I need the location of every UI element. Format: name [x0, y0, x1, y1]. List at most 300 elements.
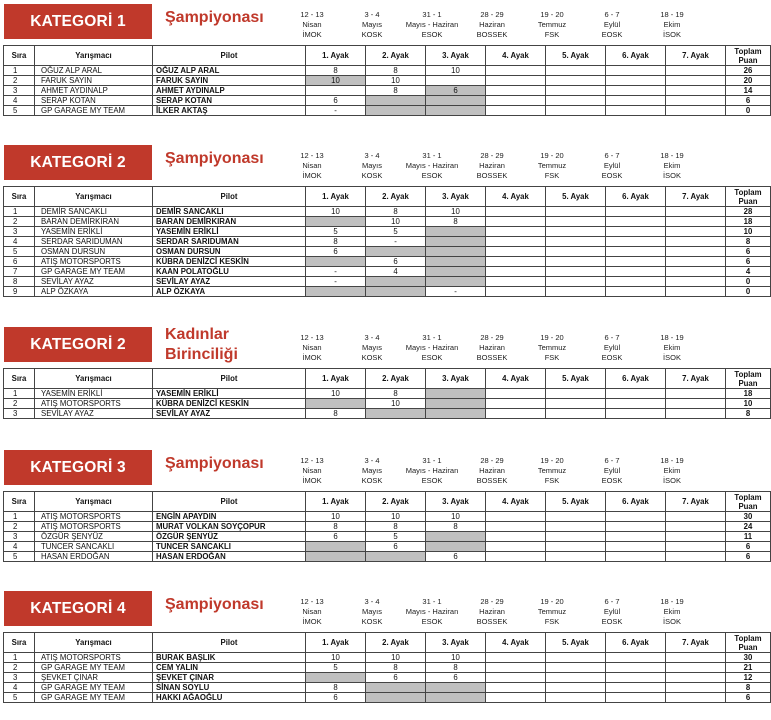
total-points-cell: 8: [726, 237, 771, 247]
round-6-points-cell: [606, 106, 666, 116]
rank-cell: 4: [4, 96, 35, 106]
round-7-points-cell: [666, 287, 726, 297]
total-points-cell: 6: [726, 257, 771, 267]
round-6-points-cell: [606, 76, 666, 86]
col-round-4-header: 4. Ayak: [486, 187, 546, 207]
round-info: [342, 10, 402, 40]
round-3-points-cell: [426, 693, 486, 703]
pilot-cell: YASEMİN ERİKLİ: [153, 389, 306, 399]
pilot-cell: ENGİN APAYDIN: [153, 512, 306, 522]
col-competitor-header: Yarışmacı: [35, 46, 153, 66]
col-pilot-header: Pilot: [153, 187, 306, 207]
round-1-points-cell: 8: [306, 66, 366, 76]
table-row: [4, 522, 771, 532]
round-dates: 18 - 19: [660, 151, 684, 160]
round-2-points-cell: 6: [366, 673, 426, 683]
round-dates: 12 - 13: [300, 151, 324, 160]
rank-cell: 7: [4, 267, 35, 277]
round-info: [582, 597, 642, 627]
round-month: Eylül: [603, 607, 621, 616]
round-info: [282, 10, 342, 40]
round-info: [402, 151, 462, 181]
championship-subtitle: [165, 8, 264, 28]
round-venue: BOSSEK: [476, 353, 508, 362]
round-venue: İMOK: [302, 353, 322, 362]
round-1-points-cell: -: [306, 106, 366, 116]
subtitle-line-1: Şampiyonası: [165, 596, 264, 613]
round-month: Haziran: [479, 607, 505, 616]
competitor-cell: ATIŞ MOTORSPORTS: [35, 653, 153, 663]
col-competitor-header: Yarışmacı: [35, 369, 153, 389]
round-month: Eylül: [603, 466, 621, 475]
col-total-header: [726, 633, 771, 653]
round-3-points-cell: [426, 267, 486, 277]
total-points-cell: 10: [726, 227, 771, 237]
round-2-points-cell: 6: [366, 257, 426, 267]
rank-cell: 8: [4, 277, 35, 287]
pilot-cell: YASEMİN ERİKLİ: [153, 227, 306, 237]
round-month: Temmuz: [537, 343, 567, 352]
round-4-points-cell: [486, 512, 546, 522]
round-2-points-cell: 6: [366, 542, 426, 552]
round-5-points-cell: [546, 287, 606, 297]
round-dates: 31 - 1: [422, 456, 442, 465]
round-2-points-cell: [366, 683, 426, 693]
round-venue: KOSK: [361, 171, 383, 180]
round-1-points-cell: -: [306, 277, 366, 287]
round-3-points-cell: 8: [426, 217, 486, 227]
pilot-cell: ALP ÖZKAYA: [153, 287, 306, 297]
round-2-points-cell: -: [366, 237, 426, 247]
col-round-4-header: 4. Ayak: [486, 369, 546, 389]
round-dates: 19 - 20: [540, 151, 564, 160]
round-7-points-cell: [666, 96, 726, 106]
round-5-points-cell: [546, 277, 606, 287]
round-5-points-cell: [546, 237, 606, 247]
round-month: Temmuz: [537, 466, 567, 475]
competitor-cell: ŞEVKET ÇINAR: [35, 673, 153, 683]
round-info: [582, 151, 642, 181]
rank-cell: 4: [4, 237, 35, 247]
table-row: [4, 257, 771, 267]
pilot-cell: CEM YALIN: [153, 663, 306, 673]
round-venue: FSK: [544, 617, 560, 626]
round-7-points-cell: [666, 76, 726, 86]
round-4-points-cell: [486, 522, 546, 532]
round-month: Nisan: [302, 343, 322, 352]
competitor-cell: OSMAN DURSUN: [35, 247, 153, 257]
pilot-cell: İLKER AKTAŞ: [153, 106, 306, 116]
total-points-cell: 0: [726, 277, 771, 287]
round-7-points-cell: [666, 277, 726, 287]
round-4-points-cell: [486, 106, 546, 116]
rank-cell: 1: [4, 389, 35, 399]
total-label: Toplam: [734, 46, 762, 56]
competitor-cell: GP GARAGE MY TEAM: [35, 663, 153, 673]
rank-cell: 3: [4, 532, 35, 542]
pilot-cell: SEVİLAY AYAZ: [153, 409, 306, 419]
total-points-cell: 21: [726, 663, 771, 673]
round-7-points-cell: [666, 552, 726, 562]
col-round-3-header: 3. Ayak: [426, 492, 486, 512]
col-round-7-header: 7. Ayak: [666, 369, 726, 389]
col-round-4-header: 4. Ayak: [486, 633, 546, 653]
round-info: [282, 151, 342, 181]
table-row: [4, 76, 771, 86]
round-6-points-cell: [606, 532, 666, 542]
round-2-points-cell: 10: [366, 76, 426, 86]
round-info: [582, 333, 642, 363]
round-5-points-cell: [546, 267, 606, 277]
round-5-points-cell: [546, 552, 606, 562]
round-venue: İMOK: [302, 476, 322, 485]
total-points-cell: 0: [726, 287, 771, 297]
total-points-cell: 12: [726, 673, 771, 683]
col-round-6-header: 6. Ayak: [606, 369, 666, 389]
round-2-points-cell: 8: [366, 663, 426, 673]
rank-cell: 5: [4, 693, 35, 703]
round-dates: 6 - 7: [604, 333, 620, 342]
col-round-5-header: 5. Ayak: [546, 633, 606, 653]
round-info: [522, 333, 582, 363]
round-4-points-cell: [486, 542, 546, 552]
round-5-points-cell: [546, 227, 606, 237]
round-3-points-cell: [426, 76, 486, 86]
header-row: [4, 187, 771, 207]
round-6-points-cell: [606, 389, 666, 399]
round-4-points-cell: [486, 267, 546, 277]
round-4-points-cell: [486, 257, 546, 267]
round-info: [282, 597, 342, 627]
col-round-6-header: 6. Ayak: [606, 46, 666, 66]
col-rank-header: Sıra: [4, 633, 35, 653]
round-2-points-cell: [366, 277, 426, 287]
round-6-points-cell: [606, 207, 666, 217]
round-venue: İMOK: [302, 171, 322, 180]
round-6-points-cell: [606, 237, 666, 247]
round-1-points-cell: 8: [306, 683, 366, 693]
rank-cell: 1: [4, 66, 35, 76]
round-7-points-cell: [666, 673, 726, 683]
competitor-cell: SEVİLAY AYAZ: [35, 277, 153, 287]
competitor-cell: BARAN DEMİRKIRAN: [35, 217, 153, 227]
table-row: [4, 389, 771, 399]
table-row: [4, 207, 771, 217]
rank-cell: 2: [4, 399, 35, 409]
competitor-cell: ALP ÖZKAYA: [35, 287, 153, 297]
round-month: Ekim: [663, 20, 681, 29]
total-points-cell: 11: [726, 532, 771, 542]
col-rank-header: Sıra: [4, 187, 35, 207]
round-dates: 19 - 20: [540, 10, 564, 19]
round-4-points-cell: [486, 552, 546, 562]
round-info: [462, 151, 522, 181]
round-dates: 19 - 20: [540, 333, 564, 342]
round-venue: FSK: [544, 353, 560, 362]
round-venue: İSOK: [663, 353, 681, 362]
round-1-points-cell: [306, 399, 366, 409]
round-3-points-cell: [426, 227, 486, 237]
col-round-6-header: 6. Ayak: [606, 633, 666, 653]
round-3-points-cell: [426, 247, 486, 257]
round-dates: 12 - 13: [300, 10, 324, 19]
round-venue: ESOK: [421, 476, 443, 485]
col-total-header: [726, 492, 771, 512]
standings-table: [3, 45, 771, 116]
round-2-points-cell: 5: [366, 227, 426, 237]
round-3-points-cell: [426, 237, 486, 247]
category-banner: KATEGORİ 3: [4, 450, 152, 485]
round-3-points-cell: 10: [426, 512, 486, 522]
round-2-points-cell: [366, 287, 426, 297]
total-points-cell: 8: [726, 409, 771, 419]
round-6-points-cell: [606, 512, 666, 522]
round-5-points-cell: [546, 653, 606, 663]
pilot-cell: SERAP KOTAN: [153, 96, 306, 106]
table-row: [4, 227, 771, 237]
round-5-points-cell: [546, 96, 606, 106]
points-label: Puan: [738, 501, 758, 511]
table-row: [4, 693, 771, 703]
round-2-points-cell: 8: [366, 207, 426, 217]
round-2-points-cell: 5: [366, 532, 426, 542]
round-info: [522, 456, 582, 486]
col-total-header: [726, 46, 771, 66]
round-dates: 3 - 4: [364, 10, 380, 19]
round-5-points-cell: [546, 86, 606, 96]
round-3-points-cell: [426, 542, 486, 552]
col-round-2-header: 2. Ayak: [366, 369, 426, 389]
pilot-cell: TUNCER SANCAKLI: [153, 542, 306, 552]
round-2-points-cell: 8: [366, 66, 426, 76]
col-round-5-header: 5. Ayak: [546, 492, 606, 512]
round-info: [342, 333, 402, 363]
round-info: [342, 151, 402, 181]
col-round-6-header: 6. Ayak: [606, 187, 666, 207]
round-7-points-cell: [666, 512, 726, 522]
round-7-points-cell: [666, 683, 726, 693]
subtitle-line-1: Kadınlar: [165, 326, 230, 343]
round-venue: ESOK: [421, 171, 443, 180]
competitor-cell: ATIŞ MOTORSPORTS: [35, 512, 153, 522]
round-1-points-cell: 10: [306, 512, 366, 522]
round-dates: 6 - 7: [604, 151, 620, 160]
round-month: Ekim: [663, 161, 681, 170]
total-points-cell: 8: [726, 683, 771, 693]
round-7-points-cell: [666, 106, 726, 116]
table-row: [4, 86, 771, 96]
round-3-points-cell: 6: [426, 552, 486, 562]
competitor-cell: SERDAR SARIDUMAN: [35, 237, 153, 247]
round-info: [642, 333, 702, 363]
round-3-points-cell: -: [426, 287, 486, 297]
round-1-points-cell: 10: [306, 653, 366, 663]
round-6-points-cell: [606, 86, 666, 96]
round-4-points-cell: [486, 693, 546, 703]
round-3-points-cell: [426, 277, 486, 287]
col-total-header: [726, 369, 771, 389]
round-5-points-cell: [546, 247, 606, 257]
total-points-cell: 6: [726, 693, 771, 703]
round-1-points-cell: [306, 86, 366, 96]
round-5-points-cell: [546, 683, 606, 693]
total-points-cell: 6: [726, 542, 771, 552]
round-3-points-cell: [426, 106, 486, 116]
round-dates: 19 - 20: [540, 456, 564, 465]
round-info: [522, 10, 582, 40]
round-5-points-cell: [546, 207, 606, 217]
round-dates: 31 - 1: [422, 597, 442, 606]
col-pilot-header: Pilot: [153, 46, 306, 66]
col-round-2-header: 2. Ayak: [366, 492, 426, 512]
round-5-points-cell: [546, 217, 606, 227]
competitor-cell: AHMET AYDINALP: [35, 86, 153, 96]
round-month: Mayıs - Haziran: [405, 466, 459, 475]
round-6-points-cell: [606, 399, 666, 409]
round-1-points-cell: 5: [306, 663, 366, 673]
round-4-points-cell: [486, 227, 546, 237]
round-1-points-cell: 5: [306, 227, 366, 237]
header-row: [4, 369, 771, 389]
col-round-7-header: 7. Ayak: [666, 633, 726, 653]
round-venue: KOSK: [361, 30, 383, 39]
round-4-points-cell: [486, 389, 546, 399]
category-banner: KATEGORİ 4: [4, 591, 152, 626]
championship-subtitle: [165, 595, 264, 615]
total-points-cell: 6: [726, 96, 771, 106]
rank-cell: 5: [4, 552, 35, 562]
col-rank-header: Sıra: [4, 369, 35, 389]
total-points-cell: 28: [726, 207, 771, 217]
table-row: [4, 277, 771, 287]
rank-cell: 5: [4, 106, 35, 116]
category-banner: KATEGORİ 1: [4, 4, 152, 39]
competitor-cell: ÖZGÜR ŞENYÜZ: [35, 532, 153, 542]
round-3-points-cell: [426, 683, 486, 693]
round-2-points-cell: [366, 247, 426, 257]
round-month: Haziran: [479, 343, 505, 352]
table-row: [4, 512, 771, 522]
col-round-1-header: 1. Ayak: [306, 633, 366, 653]
round-7-points-cell: [666, 247, 726, 257]
round-info: [642, 10, 702, 40]
round-5-points-cell: [546, 542, 606, 552]
round-venue: BOSSEK: [476, 617, 508, 626]
round-month: Mayıs: [361, 607, 382, 616]
header-row: [4, 492, 771, 512]
round-2-points-cell: [366, 409, 426, 419]
round-month: Haziran: [479, 161, 505, 170]
round-1-points-cell: 8: [306, 237, 366, 247]
round-1-points-cell: [306, 257, 366, 267]
round-3-points-cell: 10: [426, 66, 486, 76]
round-venue: ESOK: [421, 30, 443, 39]
table-row: [4, 653, 771, 663]
points-label: Puan: [738, 378, 758, 388]
round-7-points-cell: [666, 257, 726, 267]
pilot-cell: HASAN ERDOĞAN: [153, 552, 306, 562]
competitor-cell: ATIŞ MOTORSPORTS: [35, 399, 153, 409]
competitor-cell: OĞUZ ALP ARAL: [35, 66, 153, 76]
pilot-cell: SİNAN SOYLU: [153, 683, 306, 693]
round-5-points-cell: [546, 257, 606, 267]
round-5-points-cell: [546, 66, 606, 76]
round-dates: 28 - 29: [480, 151, 504, 160]
round-2-points-cell: [366, 693, 426, 703]
round-month: Nisan: [302, 466, 322, 475]
col-round-4-header: 4. Ayak: [486, 46, 546, 66]
round-1-points-cell: [306, 552, 366, 562]
round-5-points-cell: [546, 409, 606, 419]
round-4-points-cell: [486, 66, 546, 76]
round-4-points-cell: [486, 277, 546, 287]
championship-subtitle: [165, 149, 264, 169]
round-venue: ESOK: [421, 617, 443, 626]
table-row: [4, 217, 771, 227]
round-6-points-cell: [606, 66, 666, 76]
round-month: Mayıs: [361, 343, 382, 352]
round-dates: 28 - 29: [480, 10, 504, 19]
header-row: [4, 46, 771, 66]
round-2-points-cell: [366, 106, 426, 116]
rank-cell: 1: [4, 653, 35, 663]
round-venue: FSK: [544, 171, 560, 180]
col-round-1-header: 1. Ayak: [306, 492, 366, 512]
col-rank-header: Sıra: [4, 46, 35, 66]
round-dates: 31 - 1: [422, 151, 442, 160]
round-4-points-cell: [486, 217, 546, 227]
col-round-3-header: 3. Ayak: [426, 187, 486, 207]
round-2-points-cell: 10: [366, 217, 426, 227]
header-row: [4, 633, 771, 653]
round-2-points-cell: 4: [366, 267, 426, 277]
round-month: Haziran: [479, 20, 505, 29]
table-row: [4, 267, 771, 277]
round-6-points-cell: [606, 409, 666, 419]
col-round-7-header: 7. Ayak: [666, 46, 726, 66]
round-3-points-cell: 6: [426, 86, 486, 96]
total-points-cell: 18: [726, 389, 771, 399]
round-1-points-cell: 6: [306, 96, 366, 106]
round-1-points-cell: 6: [306, 247, 366, 257]
total-points-cell: 14: [726, 86, 771, 96]
table-row: [4, 683, 771, 693]
round-3-points-cell: [426, 532, 486, 542]
round-5-points-cell: [546, 512, 606, 522]
col-competitor-header: Yarışmacı: [35, 633, 153, 653]
total-points-cell: 26: [726, 66, 771, 76]
competitor-cell: SERAP KOTAN: [35, 96, 153, 106]
round-month: Eylül: [603, 343, 621, 352]
round-4-points-cell: [486, 237, 546, 247]
round-month: Eylül: [603, 161, 621, 170]
round-info: [462, 10, 522, 40]
championship-subtitle: [165, 325, 238, 365]
round-venue: KOSK: [361, 617, 383, 626]
table-row: [4, 96, 771, 106]
round-7-points-cell: [666, 389, 726, 399]
round-month: Ekim: [663, 607, 681, 616]
table-row: [4, 673, 771, 683]
rank-cell: 9: [4, 287, 35, 297]
round-dates: 6 - 7: [604, 10, 620, 19]
total-label: Toplam: [734, 492, 762, 502]
round-7-points-cell: [666, 522, 726, 532]
round-5-points-cell: [546, 693, 606, 703]
pilot-cell: AHMET AYDINALP: [153, 86, 306, 96]
round-dates: 31 - 1: [422, 10, 442, 19]
round-venue: KOSK: [361, 476, 383, 485]
